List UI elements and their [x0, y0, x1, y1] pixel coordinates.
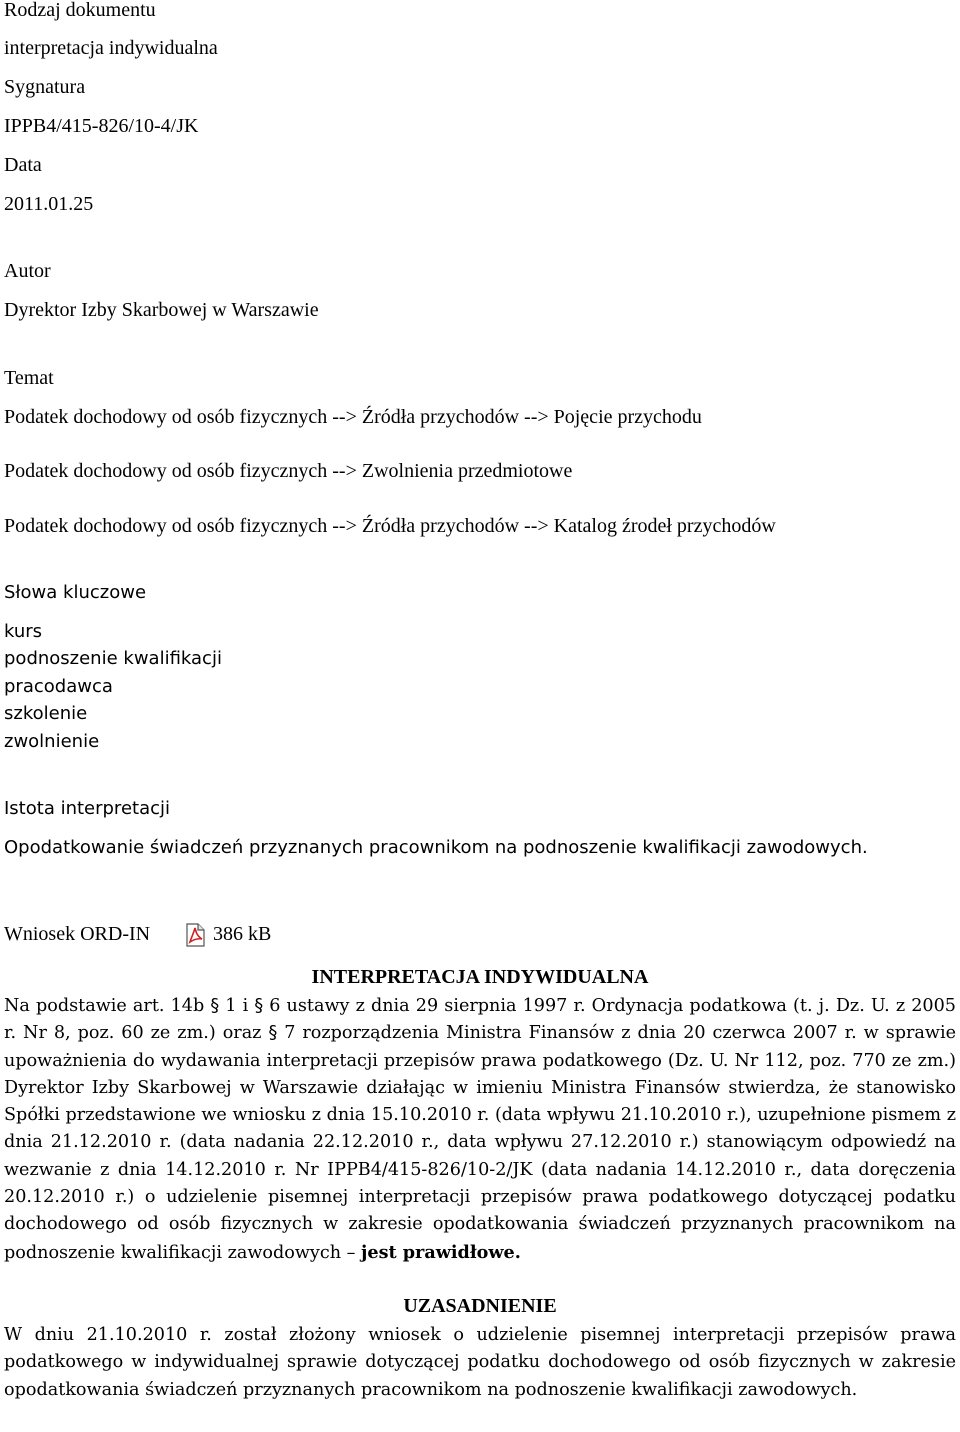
- topic-item: Podatek dochodowy od osób fizycznych --> Źródła przychodów --> Pojęcie przychodu: [4, 406, 702, 428]
- doc-type-label: Rodzaj dokumentu: [4, 0, 156, 21]
- keywords-label: Słowa kluczowe: [4, 582, 147, 603]
- verdict-text: jest prawidłowe.: [361, 1241, 521, 1263]
- author-value: Dyrektor Izby Skarbowej w Warszawie: [4, 299, 319, 321]
- topic-label: Temat: [4, 367, 54, 389]
- date-value: 2011.01.25: [4, 193, 94, 215]
- keyword-item: podnoszenie kwalifikacji: [4, 648, 222, 669]
- signature-value: IPPB4/415-826/10-4/JK: [4, 115, 199, 137]
- attachment-size: 386 kB: [213, 923, 272, 945]
- doc-type-value: interpretacja indywidualna: [4, 37, 218, 59]
- justification-heading: UZASADNIENIE: [403, 1295, 557, 1317]
- interpretation-heading: INTERPRETACJA INDYWIDUALNA: [311, 966, 649, 988]
- topic-item: Podatek dochodowy od osób fizycznych --> Zwolnienia przedmiotowe: [4, 460, 573, 482]
- topic-item: Podatek dochodowy od osób fizycznych --> Źródła przychodów --> Katalog źrodeł przychodów: [4, 515, 776, 537]
- keyword-item: szkolenie: [4, 703, 88, 724]
- pdf-icon[interactable]: [184, 923, 206, 947]
- attachment-link[interactable]: Wniosek ORD-IN: [4, 923, 151, 945]
- interpretation-paragraph: Na podstawie art. 14b § 1 i § 6 ustawy z dnia 29 sierpnia 1997 r. Ordynacja podatkowa (t. j. Dz. U. z 2005 r. Nr 8, poz. 60 ze zm.) oraz § 7 rozporządzenia Ministra Finansów z dnia 20 czerwca 2007 r. w sprawie upoważnienia do wydawania interpretacji przepisów prawa podatkowego (Dz. U. Nr 112, poz. 770 ze zm.) Dyrektor Izby Skarbowej w Warszawie działając w imieniu Ministra Finansów stwierdza, że stanowisko Spółki przedstawione we wniosku z dnia 15.10.2010 r. (data wpływu 21.10.2010 r.), uzupełnione pismem z dnia 21.12.2010 r. (data nadania 22.12.2010 r., data wpływu 27.12.2010 r.) stanowiącym odpowiedź na wezwanie z dnia 14.12.2010 r. Nr IPPB4/415-826/10-2/JK (data nadania 14.12.2010 r., data doręczenia 20.12.2010 r.) o udzielenie pisemnej interpretacji przepisów prawa podatkowego dotyczącej podatku dochodowego od osób fizycznych w zakresie opodatkowania świadczeń przyznanych pracownikom na podnoszenie kwalifikacji zawodowych – jest prawidłowe.: [4, 996, 956, 1263]
- keyword-item: zwolnienie: [4, 731, 100, 752]
- keyword-item: kurs: [4, 621, 43, 642]
- author-label: Autor: [4, 260, 51, 282]
- date-label: Data: [4, 154, 42, 176]
- signature-label: Sygnatura: [4, 76, 86, 98]
- justification-paragraph: W dniu 21.10.2010 r. został złożony wniosek o udzielenie pisemnej interpretacji przepisów prawa podatkowego w indywidualnej sprawie dotyczącej podatku dochodowego od osób fizycznych w zakresie opodatkowania świadczeń przyznanych pracownikom na podnoszenie kwalifikacji zawodowych.: [4, 1325, 956, 1400]
- essence-label: Istota interpretacji: [4, 798, 170, 819]
- essence-value: Opodatkowanie świadczeń przyznanych pracownikom na podnoszenie kwalifikacji zawodowych.: [4, 837, 868, 858]
- keyword-item: pracodawca: [4, 676, 113, 697]
